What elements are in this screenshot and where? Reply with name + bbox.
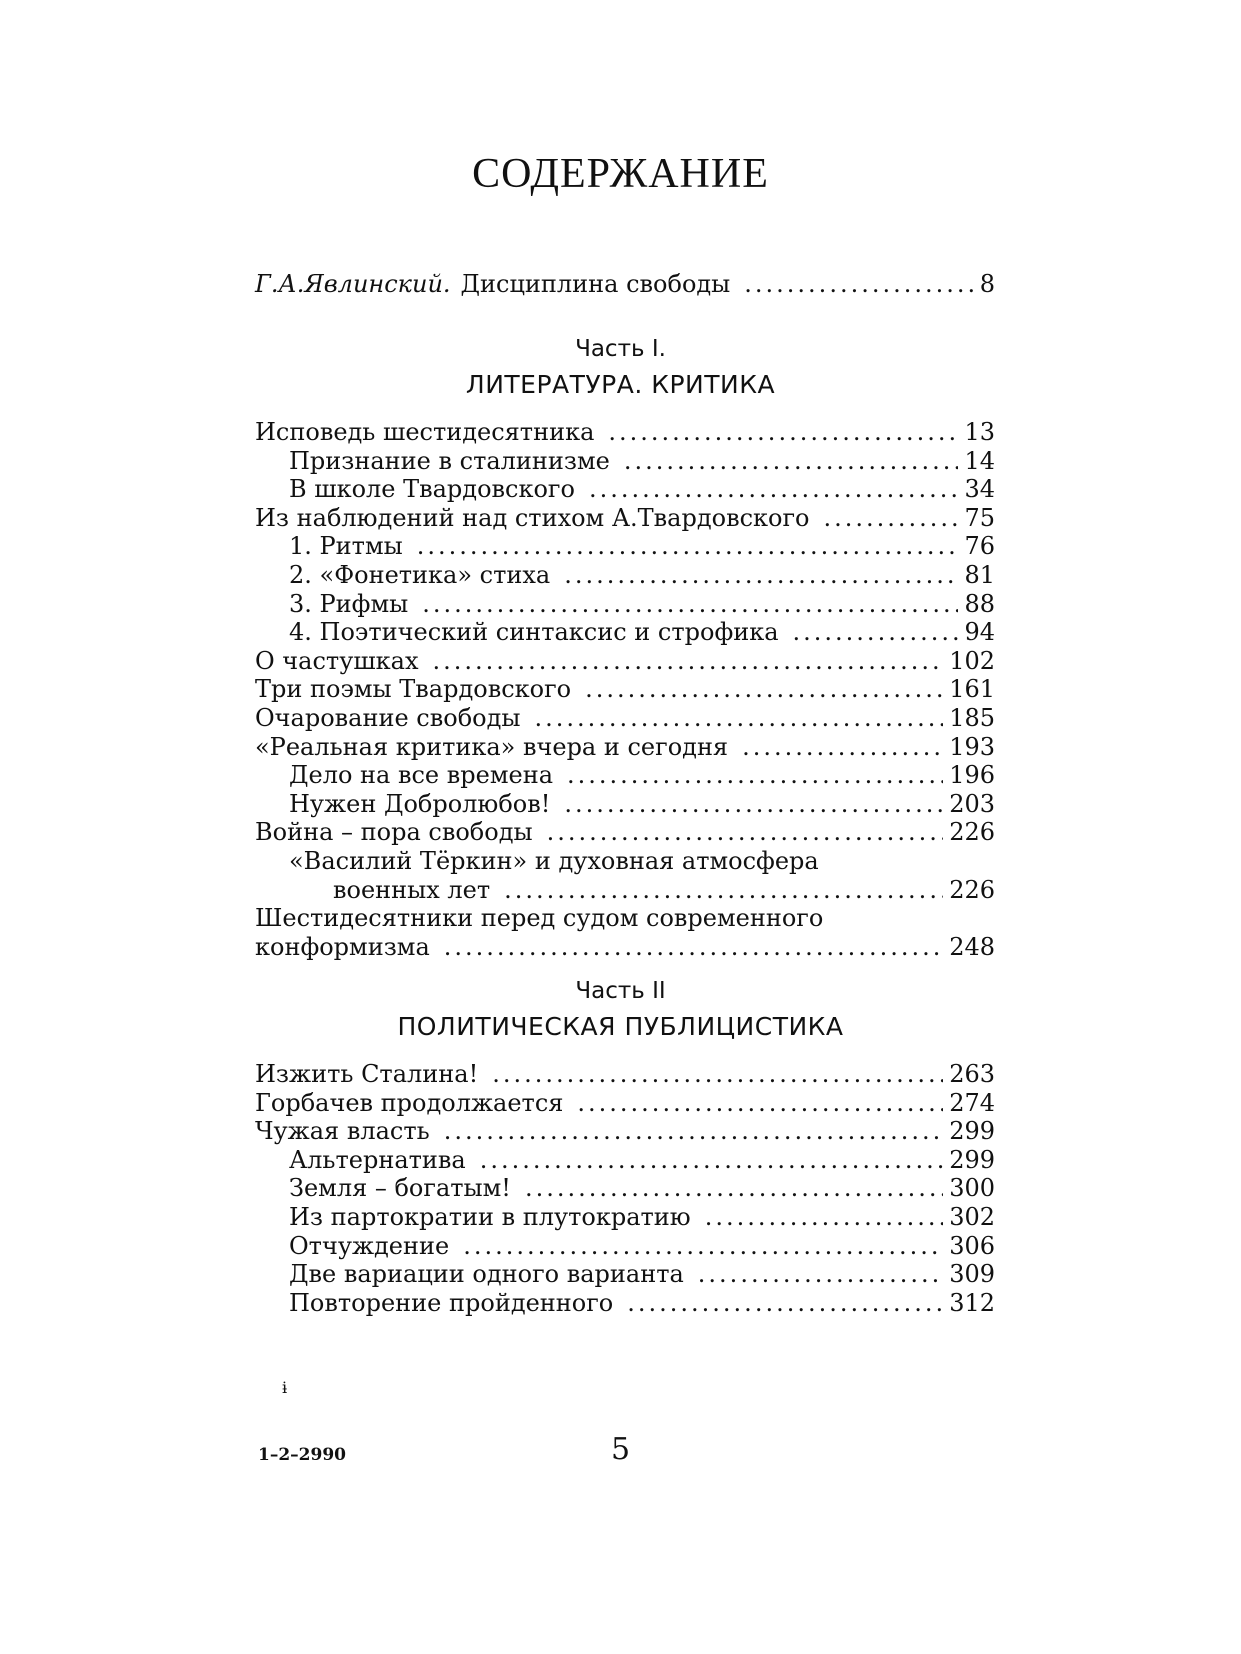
dot-leader [492, 1060, 943, 1089]
toc-entry[interactable] [255, 447, 995, 476]
dot-leader [547, 818, 944, 847]
part1-label: Часть I. [575, 336, 666, 362]
dot-leader [564, 561, 958, 590]
part1-toc [255, 418, 995, 961]
dot-leader [577, 1089, 943, 1118]
toc-entry-page: 226 [949, 875, 995, 904]
toc-entry-page: 299 [949, 1145, 995, 1174]
toc-entry-text: В школе Твардовского [289, 475, 575, 504]
dot-leader [564, 790, 943, 819]
dot-leader [698, 1260, 943, 1289]
dot-leader [444, 933, 943, 962]
toc-entry-page: 8 [979, 270, 995, 298]
toc-entry-page: 312 [949, 1288, 995, 1317]
toc-entry[interactable] [255, 761, 995, 790]
toc-entry-page: 81 [964, 560, 995, 589]
part2-toc [255, 1060, 995, 1317]
toc-entry[interactable] [255, 1089, 995, 1118]
toc-entry-page: 203 [949, 789, 995, 818]
dot-leader [793, 618, 959, 647]
dot-leader [824, 504, 959, 533]
toc-entry-text: Исповедь шестидесятника [255, 418, 595, 446]
toc-entry-page: 34 [964, 475, 995, 504]
toc-entry-text: Нужен Добролюбов! [289, 789, 551, 818]
toc-entry-text: Из наблюдений над стихом А.Твардовского [255, 503, 810, 532]
toc-entry-page: 94 [964, 618, 995, 647]
toc-entry-text: О частушках [255, 646, 419, 675]
toc-entry-text: 1. Ритмы [289, 532, 403, 561]
toc-entry-text: Дело на все времена [289, 761, 554, 790]
toc-entry[interactable] [255, 590, 995, 619]
dot-leader [589, 475, 959, 504]
dot-leader [585, 675, 943, 704]
toc-entry-text: 3. Рифмы [289, 589, 409, 618]
dot-leader [444, 1117, 944, 1146]
toc-entry[interactable] [255, 1289, 995, 1318]
stray-mark-icon: ɨ [282, 1378, 288, 1397]
toc-entry-text: Признание в сталинизме [289, 446, 610, 475]
toc-entry[interactable] [255, 876, 995, 905]
toc-entry-text: конформизма [255, 932, 430, 961]
dot-leader [624, 447, 959, 476]
toc-entry-page: 75 [964, 503, 995, 532]
toc-entry-first-line: Шестидесятники перед судом современного [255, 904, 824, 933]
toc-entry-text: «Реальная критика» вчера и сегодня [255, 732, 729, 761]
toc-entry-text: Три поэмы Твардовского [255, 675, 572, 704]
toc-entry[interactable] [255, 1146, 995, 1175]
footer-print-code: 1–2–2990 [258, 1445, 346, 1465]
toc-entry-page: 88 [964, 589, 995, 618]
toc-entry-page: 226 [949, 818, 995, 847]
toc-entry-text: Чужая власть [255, 1117, 430, 1146]
toc-entry[interactable] [255, 475, 995, 504]
toc-entry-text: Война – пора свободы [255, 818, 533, 847]
dot-leader [567, 761, 943, 790]
dot-leader [535, 704, 944, 733]
dot-leader [422, 590, 958, 619]
toc-entry[interactable] [255, 418, 995, 447]
toc-entry-page: 263 [949, 1060, 995, 1088]
toc-entry-text: 4. Поэтический синтаксис и строфика [289, 618, 779, 647]
toc-entry[interactable] [255, 675, 995, 704]
toc-entry-page: 196 [949, 761, 995, 790]
toc-entry-text: военных лет [333, 875, 491, 904]
dot-leader [525, 1174, 943, 1203]
toc-entry[interactable] [255, 790, 995, 819]
part2-heading [0, 978, 1241, 1041]
dot-leader [608, 418, 958, 447]
toc-entry-page: 76 [964, 532, 995, 561]
toc-entry[interactable] [255, 818, 995, 847]
toc-entry-text: Повторение пройденного [289, 1288, 614, 1317]
toc-entry[interactable] [255, 1260, 995, 1289]
toc-entry-page: 185 [949, 703, 995, 732]
toc-entry-text: Горбачев продолжается [255, 1088, 564, 1117]
toc-entry[interactable] [255, 1174, 995, 1203]
page-number: 5 [610, 1432, 631, 1467]
dot-leader [432, 647, 943, 676]
dot-leader [417, 532, 959, 561]
toc-entry-text: Из партократии в плутократию [289, 1202, 691, 1231]
toc-entry-page: 193 [949, 732, 995, 761]
dot-leader [627, 1289, 943, 1318]
toc-entry[interactable] [255, 1232, 995, 1261]
part2-title: ПОЛИТИЧЕСКАЯ ПУБЛИЦИСТИКА [397, 1012, 844, 1041]
intro-author: Г.А.Явлинский. [255, 270, 451, 298]
toc-entry-first-line: «Василий Тёркин» и духовная атмосфера [289, 846, 819, 875]
dot-leader [504, 876, 943, 905]
toc-entry-text: Изжить Сталина! [255, 1060, 479, 1088]
toc-entry[interactable] [255, 733, 995, 762]
toc-entry-page: 299 [949, 1117, 995, 1146]
toc-entry-text: Очарование свободы [255, 703, 521, 732]
toc-entry-page: 102 [949, 646, 995, 675]
dot-leader [480, 1146, 943, 1175]
dot-leader [705, 1203, 944, 1232]
toc-entry-text: Дисциплина свободы [460, 270, 731, 298]
toc-entry-page: 309 [949, 1260, 995, 1289]
toc-entry-page: 274 [949, 1088, 995, 1117]
toc-entry-text: Альтернатива [289, 1145, 466, 1174]
toc-entry-page: 306 [949, 1231, 995, 1260]
dot-leader [744, 270, 973, 298]
part2-label: Часть II [575, 978, 666, 1004]
toc-entry[interactable] [255, 704, 995, 733]
toc-entry-page: 302 [949, 1202, 995, 1231]
toc-entry-page: 300 [949, 1174, 995, 1203]
toc-entry[interactable] [255, 1203, 995, 1232]
toc-entry[interactable] [255, 1117, 995, 1146]
toc-entry[interactable] [255, 1060, 995, 1089]
dot-leader [742, 733, 943, 762]
dot-leader [463, 1232, 943, 1261]
toc-entry-page: 248 [949, 932, 995, 961]
toc-entry[interactable] [255, 647, 995, 676]
toc-entry-text: 2. «Фонетика» стиха [289, 560, 551, 589]
toc-entry[interactable] [255, 561, 995, 590]
part1-title: ЛИТЕРАТУРА. КРИТИКА [465, 370, 776, 399]
toc-entry-text: Земля – богатым! [289, 1174, 511, 1203]
toc-entry-page: 161 [949, 675, 995, 704]
toc-entry[interactable] [255, 504, 995, 533]
toc-entry[interactable] [255, 618, 995, 647]
toc-entry-intro[interactable] [255, 270, 995, 304]
toc-entry[interactable] [255, 532, 995, 561]
toc-entry-text: Две вариации одного варианта [289, 1260, 684, 1289]
toc-entry-text: Отчуждение [289, 1231, 450, 1260]
toc-entry-page: 13 [964, 418, 995, 446]
toc-entry-page: 14 [964, 446, 995, 475]
page-title: СОДЕРЖАНИЕ [472, 151, 769, 197]
part1-heading [0, 336, 1241, 399]
toc-entry[interactable] [255, 933, 995, 962]
